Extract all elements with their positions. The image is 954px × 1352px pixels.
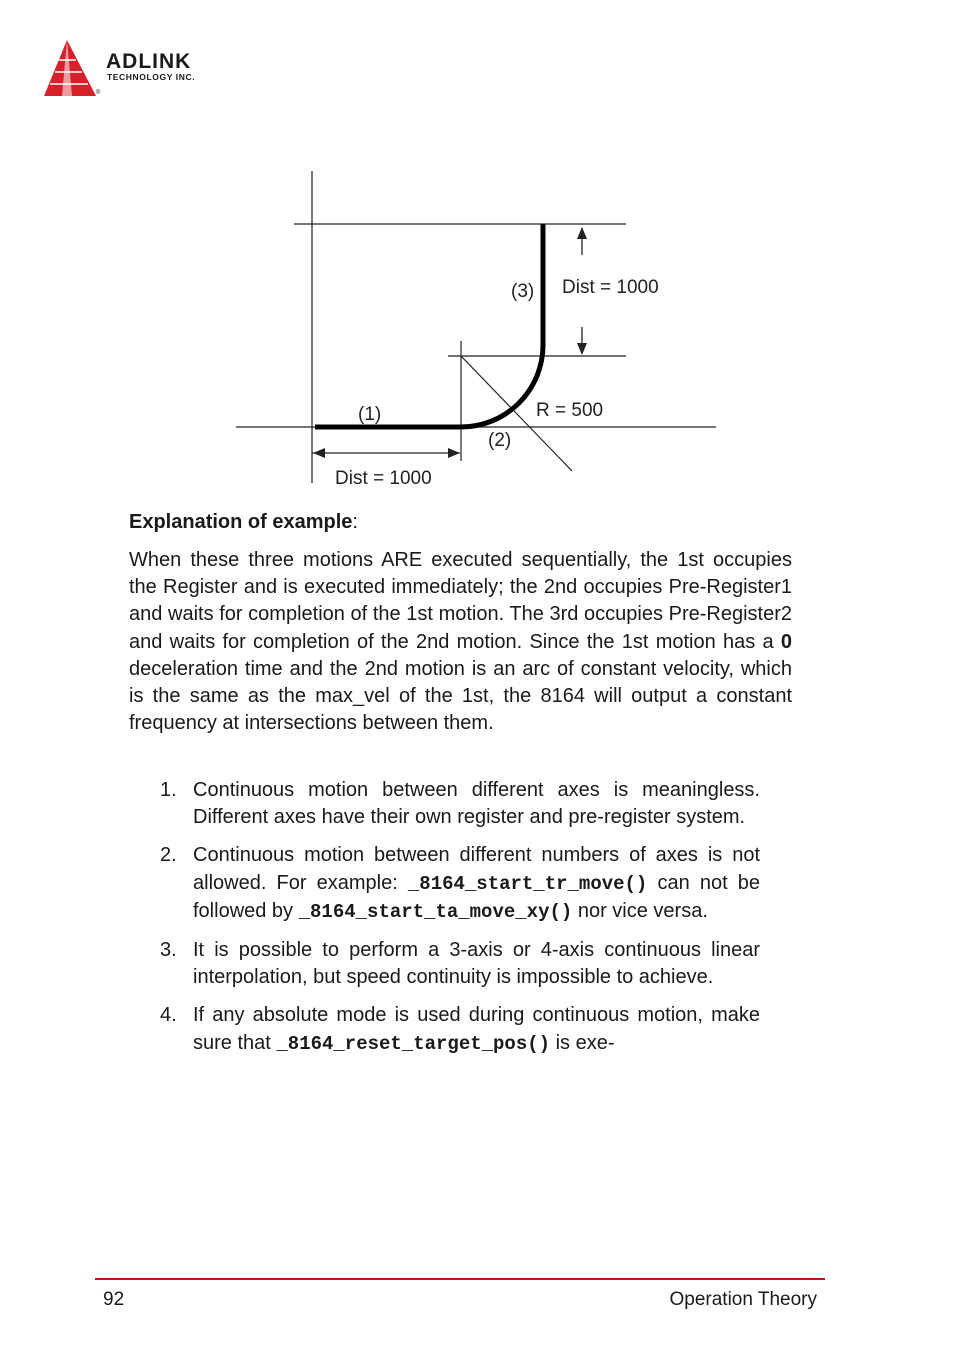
para-text-2: deceleration time and the 2nd motion is an arc of constant velocity, which is the same as the max_vel of the 1st, the 8164 will output a constant frequency at intersections between them. — [129, 657, 792, 735]
label-motion-3: (3) — [511, 281, 535, 302]
arrow-up-icon — [577, 227, 587, 239]
logo-wordmark: ADLINK — [106, 50, 192, 73]
list-text: can not be followed by — [193, 871, 760, 922]
arrow-right-icon — [448, 448, 460, 458]
arrow-left-icon — [313, 448, 325, 458]
list-text: Continuous motion between different numbers of axes is not allowed. For example: — [193, 844, 760, 894]
list-number: 1. — [160, 779, 177, 801]
list-number: 3. — [160, 939, 177, 962]
label-motion-1: (1) — [358, 404, 382, 425]
list-text: is exe- — [550, 1031, 615, 1054]
logo-registered-mark: ® — [96, 90, 101, 96]
list-number: 2. — [160, 844, 177, 867]
arrow-down-icon — [577, 343, 587, 355]
list-text: Continuous motion between different axes is meaningless. Different axes have their own register and pre-register system. — [193, 779, 760, 829]
list-item — [160, 1002, 760, 1057]
label-dist-horizontal: Dist = 1000 — [335, 468, 432, 489]
continuous-motion-diagram — [230, 165, 725, 495]
page-number: 92 — [103, 1289, 125, 1310]
logo-subtext: TECHNOLOGY INC. — [107, 72, 196, 82]
list-item — [160, 842, 760, 926]
heading-bold: Explanation of example — [129, 511, 353, 533]
explanation-paragraph — [129, 547, 792, 737]
label-dist-vertical: Dist = 1000 — [562, 277, 659, 298]
list-item — [160, 777, 760, 831]
footer-divider — [95, 1278, 825, 1280]
list-text: nor vice versa. — [572, 899, 708, 922]
list-item — [160, 937, 760, 991]
label-motion-2: (2) — [488, 430, 512, 451]
function-name: _8164_start_tr_move() — [407, 872, 648, 895]
para-text-1: When these three motions ARE executed sequentially, the 1st occupies the Register and is executed immediately; the 2nd occupies Pre-Register1 and waits for completion of the 1st motion. The 3rd occupies Pre-Register2 and waits for completion of the 2nd motion. Since the 1st motion has a — [129, 549, 792, 653]
motion-path — [315, 224, 543, 427]
label-radius: R = 500 — [536, 400, 604, 421]
list-number: 4. — [160, 1004, 177, 1027]
heading-colon: : — [352, 511, 358, 533]
list-text: If any absolute mode is used during continuous motion, make sure that — [193, 1004, 760, 1054]
function-name: _8164_reset_target_pos() — [276, 1032, 551, 1055]
para-bold-zero: 0 — [780, 630, 792, 653]
list-text: It is possible to perform a 3-axis or 4-axis continuous linear interpolation, but speed continuity is impossible to achieve. — [193, 939, 760, 989]
notes-list — [160, 777, 760, 1069]
function-name: _8164_start_ta_move_xy() — [298, 900, 573, 923]
section-heading — [129, 509, 358, 535]
footer-section-name: Operation Theory — [669, 1289, 817, 1310]
